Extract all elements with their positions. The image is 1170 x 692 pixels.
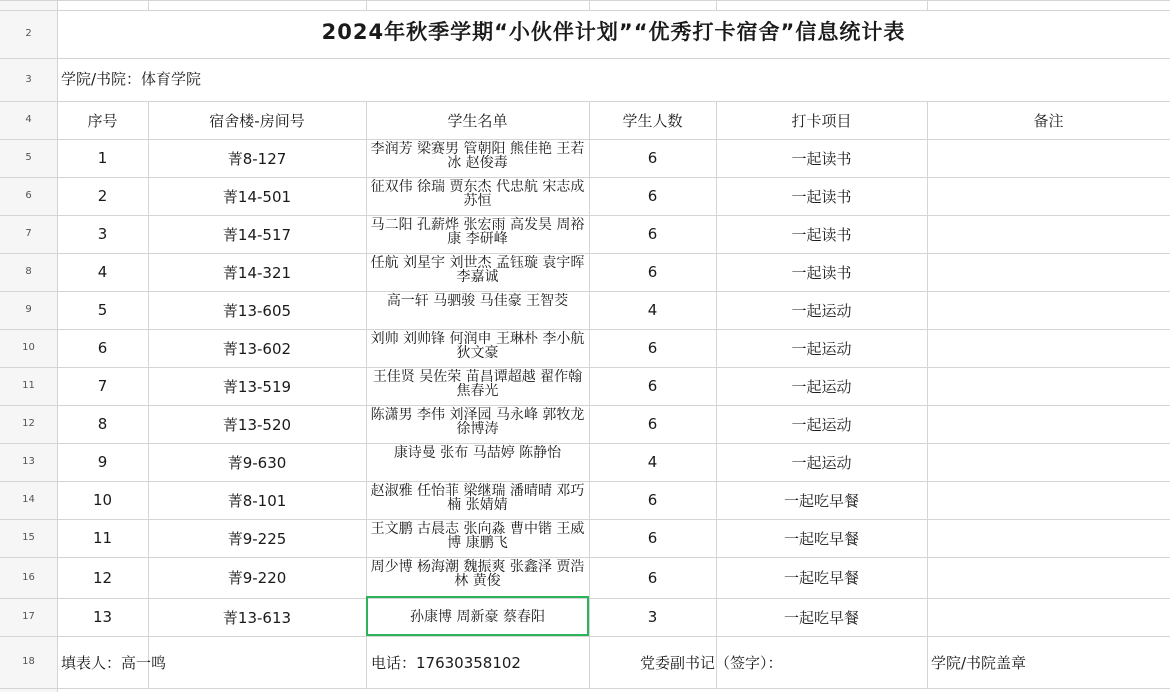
row-number[interactable]: 18: [22, 656, 35, 667]
cell-room[interactable]: 菁13-613: [222, 608, 292, 627]
cell-notes[interactable]: [927, 443, 1170, 481]
cell-index[interactable]: 12: [92, 568, 113, 587]
cell-index[interactable]: 11: [92, 529, 113, 547]
cell-index[interactable]: 5: [97, 301, 108, 319]
cell-index[interactable]: 7: [97, 377, 108, 395]
row-number[interactable]: 12: [22, 418, 35, 429]
cell-index[interactable]: 1: [97, 149, 108, 167]
cell-room[interactable]: 菁9-220: [227, 569, 287, 587]
cell-room[interactable]: 菁9-225: [227, 529, 287, 548]
cell-room[interactable]: 菁9-630: [227, 453, 287, 472]
cell-student-count[interactable]: 6: [647, 225, 658, 243]
cell-student-count[interactable]: 6: [647, 415, 658, 433]
phone-cell[interactable]: 电话：17630358102: [371, 653, 521, 672]
row-number[interactable]: 9: [25, 304, 32, 315]
cell-student-names[interactable]: 高一轩 马驷骏 马佳豪 王智茭: [386, 293, 569, 309]
cell-notes[interactable]: [927, 291, 1170, 329]
cell-notes[interactable]: [927, 329, 1170, 367]
cell-project[interactable]: 一起读书: [791, 263, 852, 282]
cell-notes[interactable]: [927, 405, 1170, 443]
cell-notes[interactable]: [927, 598, 1170, 636]
secretary-signature-cell[interactable]: 党委副书记（签字）：: [640, 653, 783, 672]
cell-student-count[interactable]: 6: [647, 149, 658, 167]
cell-index[interactable]: 4: [97, 263, 108, 281]
cell-notes[interactable]: [927, 139, 1170, 177]
cell-project[interactable]: 一起读书: [791, 225, 852, 244]
cell-project[interactable]: 一起吃早餐: [783, 569, 859, 587]
row-number[interactable]: 3: [25, 74, 32, 85]
cell-room[interactable]: 菁14-501: [222, 187, 292, 206]
row-number[interactable]: 5: [25, 152, 32, 163]
row-number[interactable]: 2: [25, 28, 32, 39]
cell-notes[interactable]: [927, 177, 1170, 215]
cell-index[interactable]: 6: [97, 339, 108, 357]
cell-index[interactable]: 9: [97, 453, 108, 471]
cell-student-names[interactable]: 赵淑雅 任怡菲 梁继瑞 潘晴晴 邓巧楠 张婧婧: [370, 483, 585, 513]
cell-notes[interactable]: [927, 253, 1170, 291]
cell-project[interactable]: 一起运动: [791, 415, 852, 434]
cell-student-count[interactable]: 4: [647, 301, 658, 319]
cell-student-count[interactable]: 6: [647, 263, 658, 281]
cell-student-names[interactable]: 征双伟 徐瑞 贾东杰 代忠航 宋志成 苏恒: [370, 179, 585, 209]
cell-notes[interactable]: [927, 481, 1170, 519]
cell-student-count[interactable]: 6: [647, 187, 658, 205]
cell-student-count[interactable]: 4: [647, 453, 658, 471]
row-number[interactable]: 4: [25, 114, 32, 125]
college-label-cell[interactable]: 学院/书院：体育学院: [61, 69, 202, 88]
cell-room[interactable]: 菁13-602: [222, 339, 292, 358]
header-notes[interactable]: 备注: [1033, 111, 1064, 130]
filler-cell[interactable]: 填表人：高一鸣: [61, 653, 167, 672]
cell-student-count[interactable]: 6: [647, 529, 658, 547]
cell-student-count[interactable]: 3: [647, 608, 658, 626]
cell-room[interactable]: 菁14-517: [222, 225, 292, 244]
cell-student-count[interactable]: 6: [647, 339, 658, 357]
grid-vline: [366, 0, 367, 10]
header-students[interactable]: 学生名单: [447, 111, 508, 130]
cell-student-names[interactable]: 刘帅 刘帅锋 何润申 王琳朴 李小航 狄文豪: [370, 331, 585, 361]
cell-room[interactable]: 菁13-605: [222, 301, 292, 320]
row-number[interactable]: 14: [22, 494, 35, 505]
row-number[interactable]: 8: [25, 266, 32, 277]
cell-index[interactable]: 13: [92, 608, 113, 626]
row-number[interactable]: 15: [22, 532, 35, 543]
row-number[interactable]: 7: [25, 228, 32, 239]
grid-hline: [0, 0, 1170, 1]
cell-project[interactable]: 一起吃早餐: [783, 491, 859, 510]
cell-notes[interactable]: [927, 557, 1170, 598]
cell-index[interactable]: 8: [97, 415, 108, 433]
cell-project[interactable]: 一起读书: [791, 187, 852, 206]
cell-student-names[interactable]: 马二阳 孔薪烨 张宏雨 高发昊 周裕康 李研峰: [370, 217, 585, 247]
cell-project[interactable]: 一起吃早餐: [783, 529, 859, 548]
cell-student-names[interactable]: 李润芳 梁赛男 管朝阳 熊佳艳 王若冰 赵俊毒: [370, 141, 585, 171]
cell-room[interactable]: 菁13-519: [222, 377, 292, 396]
cell-student-count[interactable]: 6: [647, 377, 658, 395]
cell-student-names[interactable]: 陈潇男 李伟 刘泽园 马永峰 郭牧龙 徐博涛: [370, 407, 585, 437]
cell-index[interactable]: 3: [97, 225, 108, 243]
row-number[interactable]: 16: [22, 572, 35, 583]
cell-index[interactable]: 2: [97, 187, 108, 205]
sheet-title[interactable]: 2024年秋季学期“小伙伴计划”“优秀打卡宿舍”信息统计表: [321, 20, 906, 44]
header-project[interactable]: 打卡项目: [791, 111, 852, 130]
cell-student-names[interactable]: 康诗曼 张布 马喆婷 陈静怡: [393, 445, 562, 461]
cell-student-names[interactable]: 王佳贤 吴佐荣 苗昌谭超越 翟作翰 焦春光: [372, 369, 583, 399]
cell-notes[interactable]: [927, 215, 1170, 253]
grid-vline: [589, 0, 590, 10]
cell-student-names[interactable]: 孙康博 周新豪 蔡春阳: [410, 609, 545, 625]
grid-vline: [927, 0, 928, 10]
cell-student-names[interactable]: 任航 刘星宇 刘世杰 孟钰璇 袁宇晖 李嘉诚: [370, 255, 585, 285]
header-room[interactable]: 宿舍楼-房间号: [209, 111, 305, 130]
cell-student-count[interactable]: 6: [647, 491, 658, 509]
grid-hline: [0, 688, 1170, 689]
cell-room[interactable]: 菁8-127: [227, 149, 287, 168]
cell-notes[interactable]: [927, 367, 1170, 405]
cell-room[interactable]: 菁14-321: [222, 263, 292, 282]
cell-project[interactable]: 一起读书: [791, 149, 852, 168]
cell-room[interactable]: 菁13-520: [222, 415, 292, 434]
row-number[interactable]: 13: [22, 456, 35, 467]
header-index[interactable]: 序号: [87, 111, 118, 130]
cell-student-count[interactable]: 6: [647, 568, 658, 587]
cell-room[interactable]: 菁8-101: [227, 491, 287, 510]
row-number[interactable]: 11: [22, 380, 35, 391]
cell-notes[interactable]: [927, 519, 1170, 557]
cell-project[interactable]: 一起运动: [791, 301, 852, 320]
college-stamp-cell[interactable]: 学院/书院盖章: [931, 653, 1027, 672]
cell-project[interactable]: 一起运动: [791, 377, 852, 396]
cell-project[interactable]: 一起吃早餐: [783, 608, 859, 627]
cell-project[interactable]: 一起运动: [791, 453, 852, 472]
row-number[interactable]: 10: [22, 342, 35, 353]
cell-student-names[interactable]: 周少博 杨海潮 魏振爽 张鑫泽 贾浩林 黄俊: [370, 559, 585, 589]
cell-student-names[interactable]: 王文鹏 古晨志 张向淼 曹中锴 王威博 康鹏飞: [370, 521, 585, 551]
cell-project[interactable]: 一起运动: [791, 339, 852, 358]
header-count[interactable]: 学生人数: [622, 111, 683, 130]
grid-vline: [148, 0, 149, 10]
row-number[interactable]: 6: [25, 190, 32, 201]
row-number[interactable]: 17: [22, 611, 35, 622]
grid-vline: [716, 0, 717, 10]
cell-index[interactable]: 10: [92, 491, 113, 509]
